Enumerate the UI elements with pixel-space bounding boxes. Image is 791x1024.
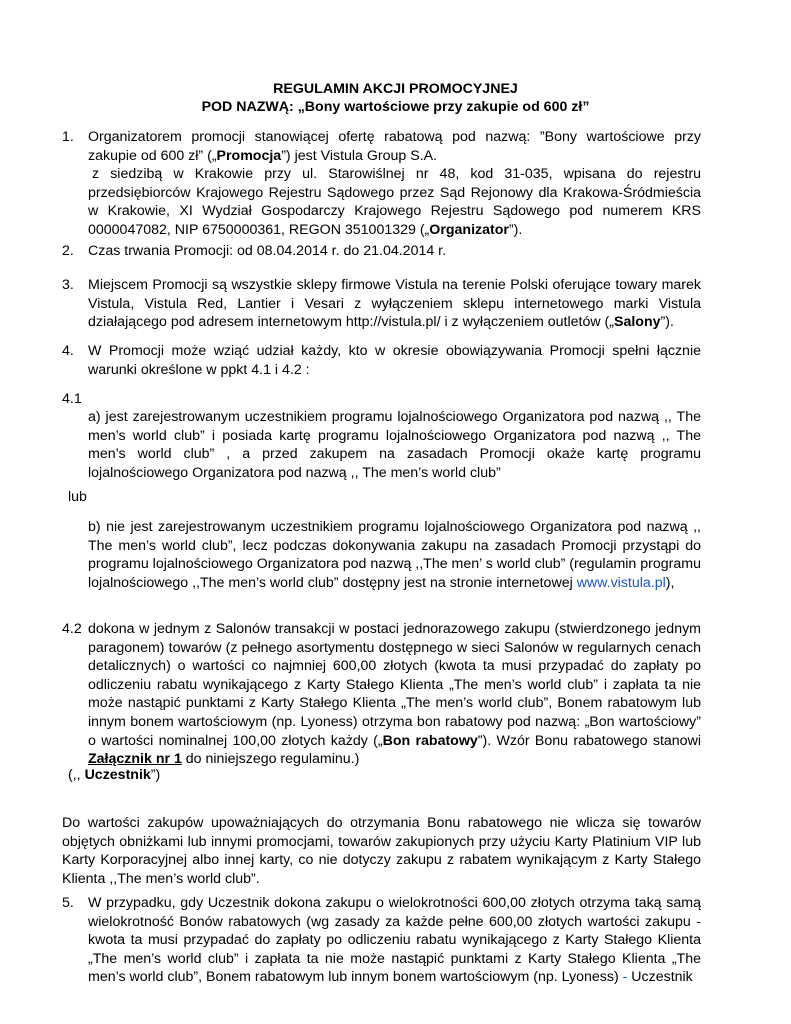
item-3-text: Miejscem Promocji są wszystkie sklepy firmowe Vistula na terenie Polski oferujące towary marek Vistula, Vistula Red, Lantier i Vesari z wyłączeniem sklepu internetowego marki Vistula działającego pod adresem internetowym http://vistula.pl/ i z wyłączeniem outletów („Salony”). <box>88 277 701 331</box>
item-5-number: 5. <box>62 895 74 911</box>
item-1-text: Organizatorem promocji stanowiącej ofertę rabatową pod nazwą: ”Bony wartościowe przy zakupie od 600 zł” („Promocja”) jest Vistula Group S.A. z siedzibą w Krakowie przy ul. Starowiślnej nr 48, kod 31-035, wpisana do rejestru przedsiębiorców Krajowego Rejestru Sądowego przez Sąd Rejonowy dla Krakowa-Śródmieścia w Krakowie, XI Wydział Gospodarczy Krajowego Rejestru Sądowego pod numerem KRS 0000047082, NIP 6750000361, REGON 351001329 („Organizator”). <box>88 129 701 238</box>
item-4-text: W Promocji może wziąć udział każdy, kto w okresie obowiązywania Promocji spełni łącznie warunki określone w ppkt 4.1 i 4.2 : <box>88 343 701 378</box>
lub-label: lub <box>68 489 87 505</box>
item-1-number: 1. <box>62 129 74 145</box>
vistula-link[interactable]: www.vistula.pl <box>576 574 666 591</box>
subsection-4-2-text: dokona w jednym z Salonów transakcji w postaci jednorazowego zakupu (stwierdzonego jednym paragonem) towarów (z pełnego asortymentu dostępnego w sieci Salonów w regularnych cenach detalicznych) o wartości co najmniej 600,00 złotych (kwota ta musi przypadać do zapłaty po odliczeniu rabatu wynikającego z Karty Stałego Klienta „The men’s world club” i zapłata ta nie może nastąpić punktami z Karty Stałego Klienta „The men’s world club”, Bonem rabatowym lub innym bonem wartościowym (np. Lyoness) otrzyma bon rabatowy pod nazwą: „Bon wartościowy” o wartości nominalnej 100,00 złotych każdy („Bon rabatowy”). Wzór Bonu rabatowego stanowi Załącznik nr 1 do niniejszego regulaminu.) <box>88 621 701 768</box>
item-4-number: 4. <box>62 343 74 359</box>
uczestnik-label: (,, Uczestnik”) <box>68 767 161 783</box>
subsection-4-1-b-text: b) nie jest zarejestrowanym uczestnikiem programu lojalnościowego Organizatora pod nazwą ,, The men’s world club”, lecz podczas dokonywania zakupu na zasadach Promocji przystąpi do programu lojalnościowego Organizatora pod nazwą ,,The men’ s world club” (regulamin programu lojalnościowego ,,The men’s world club” dostępny jest na stronie internetowej www.vistula.pl), <box>88 519 701 591</box>
item-2-number: 2. <box>62 243 74 259</box>
item-3-number: 3. <box>62 277 74 293</box>
document-subtitle: POD NAZWĄ: „Bony wartościowe przy zakupie od 600 zł” <box>201 99 590 115</box>
item-2-text: Czas trwania Promocji: od 08.04.2014 r. do 21.04.2014 r. <box>88 243 447 259</box>
subsection-4-2-number: 4.2 <box>62 621 82 637</box>
item-5-text: W przypadku, gdy Uczestnik dokona zakupu o wielokrotności 600,00 złotych otrzyma taką samą wielokrotność Bonów rabatowych (wg zasady za każde pełne 600,00 złotych wartości zakupu - kwota ta musi przypadać do zapłaty po odliczeniu rabatu wynikającego z Karty Stałego Klienta „The men’s world club” i zapłata ta nie może nastąpić punktami z Karty Stałego Klienta „The men’s world club”, Bonem rabatowym lub innym bonem wartościowym (np. Lyoness) - Uczestnik <box>88 895 701 986</box>
document-title: REGULAMIN AKCJI PROMOCYJNEJ <box>273 81 518 97</box>
subsection-4-1-a-text: a) jest zarejestrowanym uczestnikiem programu lojalnościowego Organizatora pod nazwą ,, The men’s world club” i posiada kartę programu lojalnościowego Organizatora pod nazwą ,, The men’s world club” , a przed zakupem na zasadach Promocji okaże kartę programu lojalnościowego Organizatora pod nazwą ,, The men’s world club” <box>88 409 701 481</box>
subsection-4-1-number: 4.1 <box>62 391 82 407</box>
exclusions-paragraph: Do wartości zakupów upoważniających do otrzymania Bonu rabatowego nie wlicza się towarów objętych obniżkami lub innymi promocjami, towarów zakupionych przy użyciu Karty Platinium VIP lub Karty Korporacyjnej albo innej karty, co nie dotyczy zakupu z rabatem wynikającym z Karty Stałego Klienta ,,The men’s world club”. <box>62 815 701 887</box>
